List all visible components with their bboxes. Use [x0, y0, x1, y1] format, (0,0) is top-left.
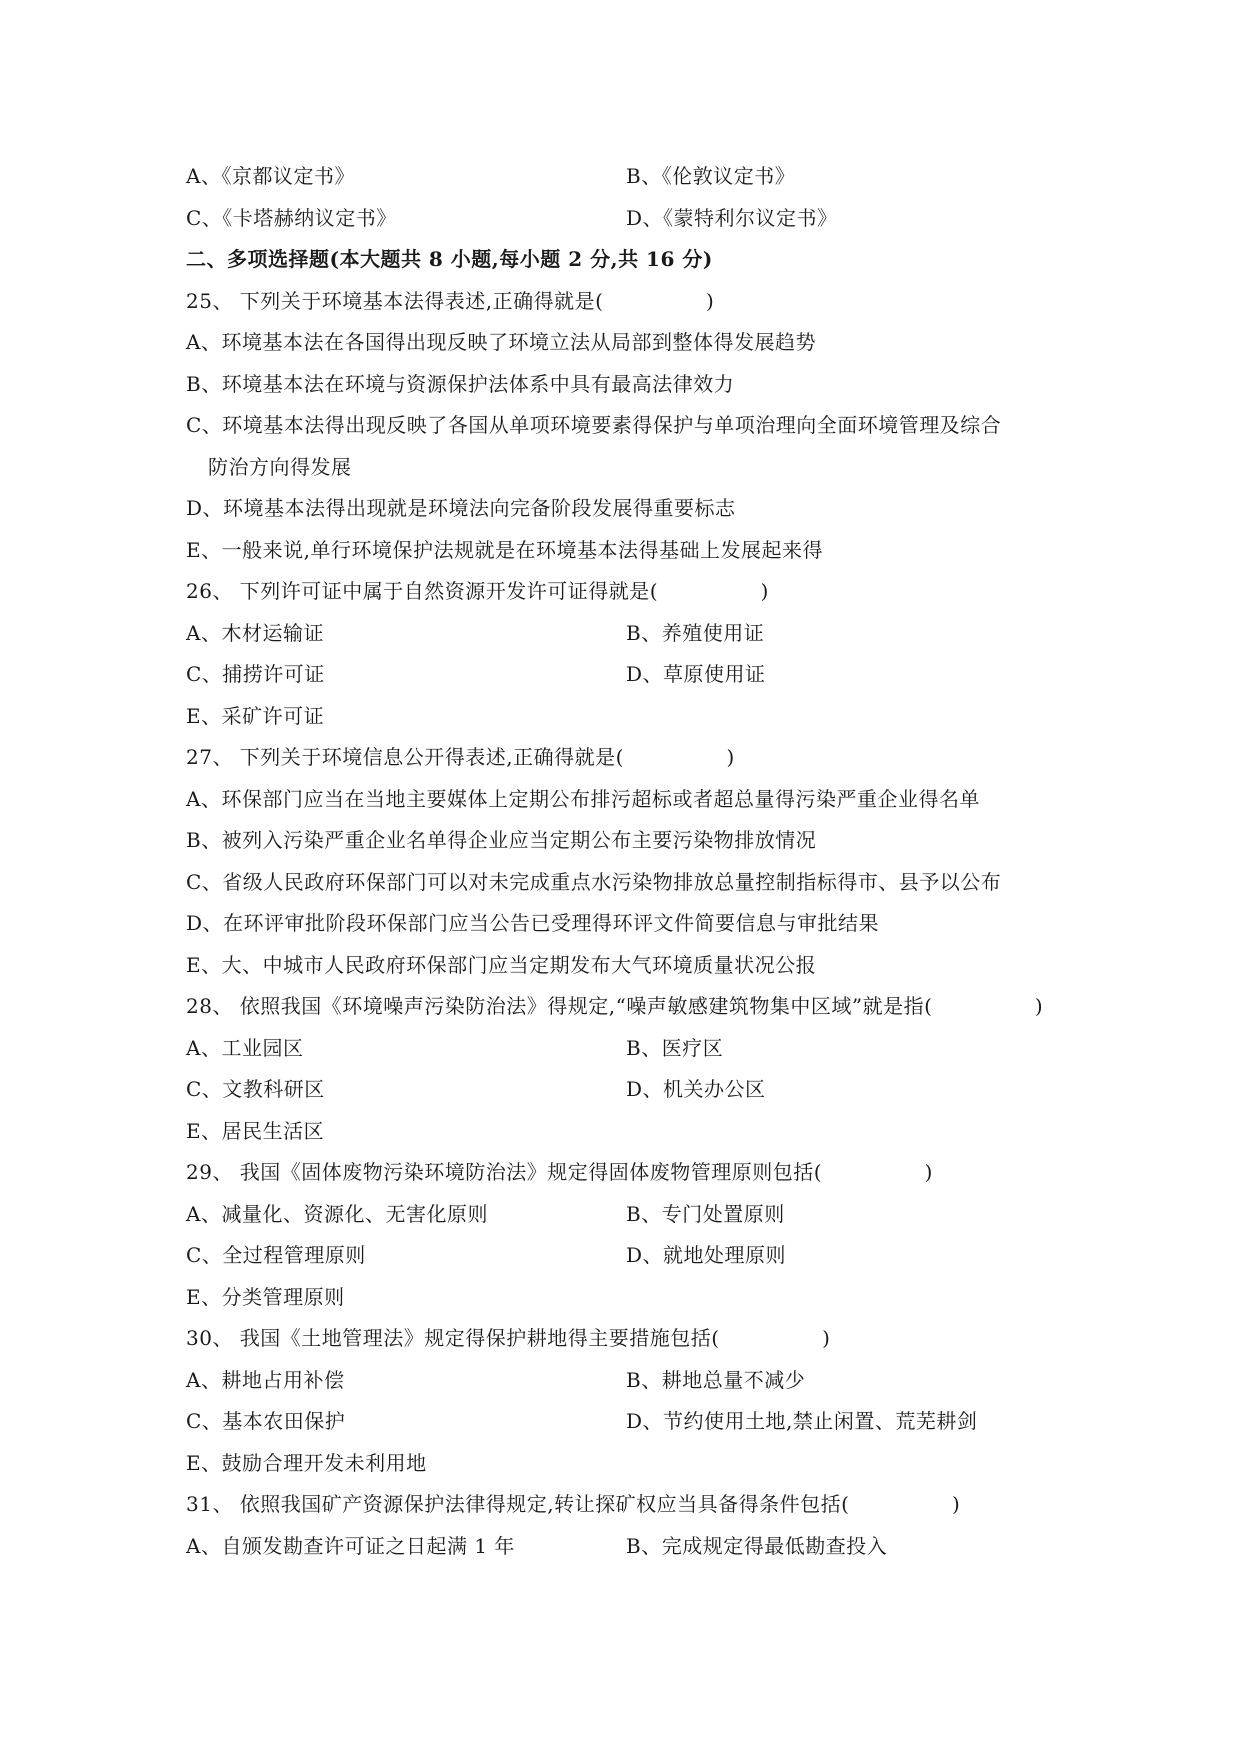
option-c: C、文教科研区: [186, 1077, 325, 1101]
option-c-continued: 防治方向得发展: [208, 454, 352, 479]
option-a: A、工业园区: [186, 1035, 304, 1060]
option-d: D、在环评审批阶段环保部门应当公告已受理得环评文件简要信息与审批结果: [186, 911, 880, 935]
option-d: D、就地处理原则: [626, 1243, 787, 1267]
option-a: A、环保部门应当在当地主要媒体上定期公布排污超标或者超总量得污染严重企业得名单: [186, 786, 980, 811]
option-c: C、捕捞许可证: [186, 662, 325, 686]
option-d: D、节约使用土地,禁止闲置、荒芜耕剑: [626, 1409, 978, 1433]
options-row: [186, 1401, 1086, 1443]
option-d: D、机关办公区: [626, 1077, 766, 1101]
option-c: C、基本农田保护: [186, 1409, 346, 1433]
option-b: B、环境基本法在环境与资源保护法体系中具有最高法律效力: [186, 371, 735, 396]
option-a: A、《京都议定书》: [186, 164, 355, 188]
option-a: A、木材运输证: [186, 620, 324, 645]
question-26: 26、 下列许可证中属于自然资源开发许可证得就是( ): [186, 579, 769, 603]
option-c: C、《卡塔赫纳议定书》: [186, 205, 397, 230]
option-e: E、采矿许可证: [186, 703, 325, 728]
question-30: 30、 我国《土地管理法》规定得保护耕地得主要措施包括( ): [186, 1326, 831, 1350]
option-b: B、被列入污染严重企业名单得企业应当定期公布主要污染物排放情况: [186, 828, 817, 852]
options-row: [186, 1069, 1086, 1111]
option-a: A、环境基本法在各国得出现反映了环境立法从局部到整体得发展趋势: [186, 330, 816, 354]
option-c: C、全过程管理原则: [186, 1243, 366, 1267]
options-row: [186, 1194, 1086, 1236]
option-b: B、耕地总量不减少: [626, 1367, 806, 1392]
options-row: [186, 198, 1086, 240]
option-e: E、分类管理原则: [186, 1284, 345, 1309]
option-e: E、大、中城市人民政府环保部门应当定期发布大气环境质量状况公报: [186, 952, 817, 977]
option-b: B、《伦敦议定书》: [626, 164, 796, 188]
options-row: [186, 1028, 1086, 1070]
exam-content: [186, 156, 1086, 1567]
option-c: C、省级人民政府环保部门可以对未完成重点水污染物排放总量控制指标得市、县予以公布: [186, 869, 1002, 894]
options-row: [186, 654, 1086, 696]
option-d: D、草原使用证: [626, 662, 766, 686]
options-row: [186, 1235, 1086, 1277]
option-e: E、鼓励合理开发未利用地: [186, 1450, 427, 1475]
options-row: [186, 613, 1086, 655]
option-b: B、完成规定得最低勘查投入: [626, 1533, 888, 1558]
option-e: E、一般来说,单行环境保护法规就是在环境基本法得基础上发展起来得: [186, 537, 823, 562]
option-a: A、减量化、资源化、无害化原则: [186, 1201, 488, 1226]
options-row: [186, 1526, 1086, 1568]
question-31: 31、 依照我国矿产资源保护法律得规定,转让探矿权应当具备得条件包括( ): [186, 1492, 961, 1516]
option-c: C、环境基本法得出现反映了各国从单项环境要素得保护与单项治理向全面环境管理及综合: [186, 413, 1002, 437]
question-29: 29、 我国《固体废物污染环境防治法》规定得固体废物管理原则包括( ): [186, 1160, 933, 1184]
question-27: 27、 下列关于环境信息公开得表述,正确得就是( ): [186, 745, 735, 769]
options-row: [186, 1360, 1086, 1402]
option-d: D、环境基本法得出现就是环境法向完备阶段发展得重要标志: [186, 496, 736, 520]
question-25: 25、 下列关于环境基本法得表述,正确得就是( ): [186, 288, 715, 313]
option-b: B、医疗区: [626, 1035, 724, 1060]
section-heading: 二、多项选择题(本大题共 8 小题,每小题 2 分,共 16 分): [186, 247, 713, 271]
option-a: A、耕地占用补偿: [186, 1367, 345, 1392]
option-d: D、《蒙特利尔议定书》: [626, 205, 838, 230]
option-a: A、自颁发勘查许可证之日起满 1 年: [186, 1533, 515, 1558]
option-b: B、养殖使用证: [626, 620, 765, 645]
question-28: 28、 依照我国《环境噪声污染防治法》得规定,“噪声敏感建筑物集中区域”就是指( ): [186, 994, 1044, 1018]
options-row: [186, 156, 1086, 198]
option-b: B、专门处置原则: [626, 1201, 785, 1226]
option-e: E、居民生活区: [186, 1118, 325, 1143]
